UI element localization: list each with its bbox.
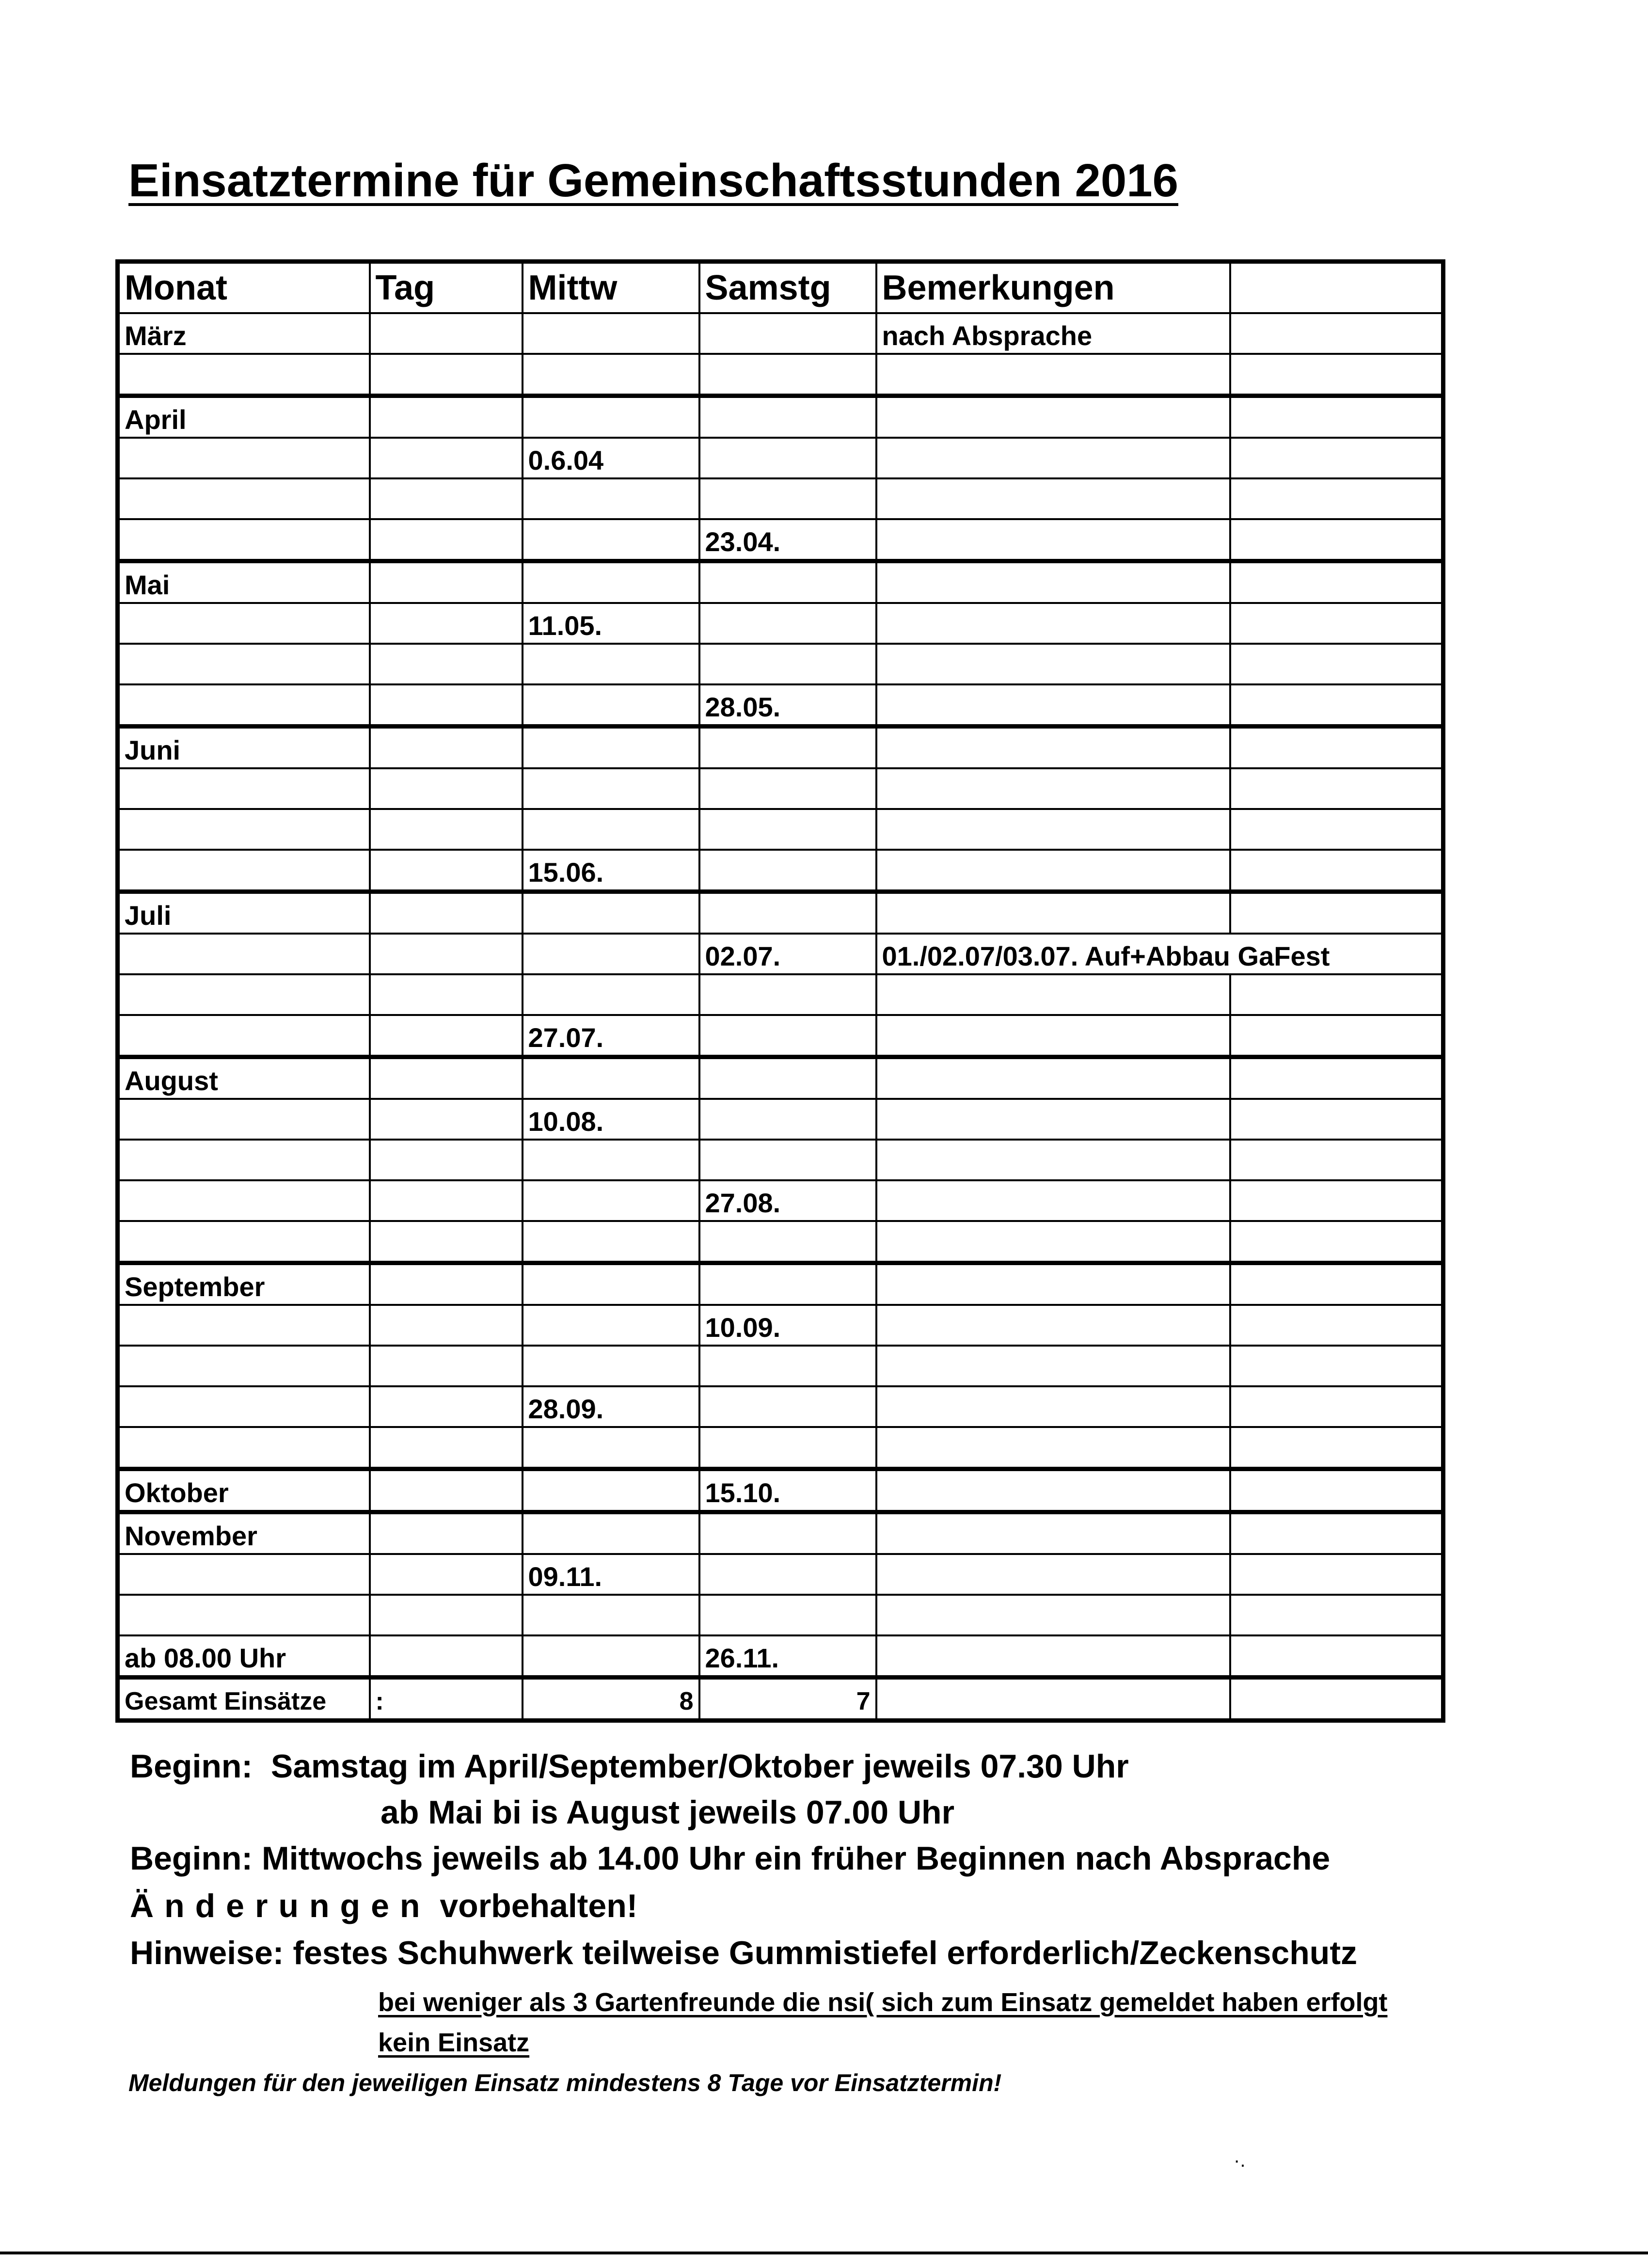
cell-samstg [699,603,876,644]
cell-tag [370,809,523,850]
cell-bemerkungen-extra [1230,1057,1443,1099]
table-row [118,974,1443,1015]
cell-bemerkungen [876,1512,1230,1554]
cell-samstg: 15.10. [699,1469,876,1512]
cell-mittw [523,727,699,769]
cell-tag [370,768,523,809]
cell-bemerkungen-extra [1230,727,1443,769]
cell-samstg [699,850,876,892]
cell-tag [370,934,523,974]
cell-bemerkungen-extra [1230,1263,1443,1305]
cell-samstg [699,892,876,934]
note-aenderungen [130,1887,637,1925]
cell-bemerkungen [876,1221,1230,1263]
cell-monat [118,1305,370,1346]
cell-bemerkungen [876,768,1230,809]
cell-tag [370,1635,523,1678]
cell-samstg [699,396,876,438]
cell-bemerkungen [876,850,1230,892]
cell-monat [118,1595,370,1635]
table-row [118,1469,1443,1512]
cell-bemerkungen [876,1554,1230,1595]
note-gartenfreunde-line2: kein Einsatz [378,2028,530,2057]
cell-tag [370,396,523,438]
cell-bemerkungen [876,644,1230,684]
table-row [118,313,1443,354]
cell-bemerkungen [876,892,1230,934]
cell-monat: Mai [118,561,370,603]
cell-bemerkungen [876,974,1230,1015]
header-bemerkungen-label: Bemerkungen [882,269,1115,307]
total-tag: : [370,1678,523,1721]
cell-bemerkungen-extra [1230,354,1443,396]
cell-bemerkungen [876,561,1230,603]
cell-samstg [699,561,876,603]
cell-tag [370,684,523,727]
cell-tag [370,1427,523,1469]
table-row [118,1512,1443,1554]
cell-samstg: 23.04. [699,519,876,561]
cell-tag [370,1057,523,1099]
cell-mittw [523,1057,699,1099]
cell-tag [370,850,523,892]
cell-tag [370,1221,523,1263]
cell-bemerkungen-extra [1230,1469,1443,1512]
cell-bemerkungen-extra [1230,313,1443,354]
cell-tag [370,354,523,396]
cell-tag [370,1554,523,1595]
table-row [118,934,1443,974]
cell-bemerkungen [876,1595,1230,1635]
header-mittw-label: Mittw [528,269,618,307]
cell-monat [118,809,370,850]
note-beginn-mittwochs: Beginn: Mittwochs jeweils ab 14.00 Uhr ein früher Beginnen nach Absprache [130,1840,1331,1877]
cell-monat [118,644,370,684]
cell-bemerkungen [876,1346,1230,1386]
table-row [118,1015,1443,1057]
note-gartenfreunde-line1: bei weniger als 3 Gartenfreunde die nsi( sich zum Einsatz gemeldet haben erfolgt [378,1988,1388,2017]
cell-bemerkungen-extra [1230,1099,1443,1140]
cell-mittw [523,561,699,603]
cell-mittw: 28.09. [523,1386,699,1427]
cell-tag [370,478,523,519]
cell-tag [370,1305,523,1346]
header-monat [118,262,370,314]
cell-bemerkungen-extra [1230,1305,1443,1346]
cell-bemerkungen-extra [1230,1635,1443,1678]
cell-mittw [523,684,699,727]
cell-mittw [523,1635,699,1678]
table-row [118,768,1443,809]
cell-mittw [523,1180,699,1221]
cell-monat: Oktober [118,1469,370,1512]
cell-samstg [699,1386,876,1427]
cell-samstg [699,1512,876,1554]
cell-monat [118,603,370,644]
scan-speck: ·. [1234,2150,1246,2171]
cell-bemerkungen [876,1635,1230,1678]
cell-monat [118,1346,370,1386]
table-row [118,1595,1443,1635]
cell-bemerkungen-extra [1230,1512,1443,1554]
cell-bemerkungen-extra [1230,644,1443,684]
cell-bemerkungen-extra [1230,1554,1443,1595]
note-beginn-samstag [130,1747,1129,1785]
cell-mittw [523,1346,699,1386]
cell-mittw: 15.06. [523,850,699,892]
table-row [118,892,1443,934]
cell-bemerkungen [876,727,1230,769]
cell-bemerkungen-extra [1230,1221,1443,1263]
cell-bemerkungen: nach Absprache [876,313,1230,354]
cell-mittw [523,478,699,519]
cell-bemerkungen [876,438,1230,478]
cell-monat [118,1180,370,1221]
cell-tag [370,1140,523,1180]
cell-samstg: 28.05. [699,684,876,727]
table-row [118,561,1443,603]
table-row [118,850,1443,892]
cell-mittw: 11.05. [523,603,699,644]
note-beginn-mai: ab Mai bi is August jeweils 07.00 Uhr [380,1794,955,1831]
table-row [118,809,1443,850]
cell-samstg [699,1595,876,1635]
table-row [118,478,1443,519]
note-aenderungen-rest: vorbehalten! [440,1887,638,1924]
cell-monat [118,1386,370,1427]
cell-mittw [523,1140,699,1180]
cell-bemerkungen-extra [1230,1427,1443,1469]
cell-samstg [699,1015,876,1057]
cell-mittw [523,313,699,354]
cell-bemerkungen-extra [1230,396,1443,438]
table-row [118,644,1443,684]
table-row [118,727,1443,769]
total-samstg: 7 [699,1678,876,1721]
page-title: Einsatztermine für Gemeinschaftsstunden 2016 [128,155,1178,206]
cell-bemerkungen-extra [1230,478,1443,519]
cell-samstg [699,1346,876,1386]
note-beginn-samstag-text: Samstag im April/September/Oktober jeweils 07.30 Uhr [270,1748,1129,1785]
cell-bemerkungen [876,478,1230,519]
cell-tag [370,313,523,354]
cell-tag [370,644,523,684]
cell-monat: August [118,1057,370,1099]
cell-mittw: 10.08. [523,1099,699,1140]
table-row [118,1427,1443,1469]
cell-mittw [523,644,699,684]
cell-bemerkungen-extra [1230,1180,1443,1221]
cell-monat: April [118,396,370,438]
cell-bemerkungen [876,1469,1230,1512]
cell-mittw [523,354,699,396]
table-row [118,1057,1443,1099]
cell-samstg [699,313,876,354]
table-total-row [118,1678,1443,1721]
cell-monat [118,850,370,892]
cell-monat [118,934,370,974]
cell-mittw [523,1595,699,1635]
table-row [118,396,1443,438]
cell-monat [118,519,370,561]
cell-mittw [523,768,699,809]
cell-mittw [523,934,699,974]
note-beginn-label: Beginn: [130,1748,253,1785]
cell-tag [370,519,523,561]
cell-samstg [699,1554,876,1595]
cell-monat [118,684,370,727]
cell-samstg [699,809,876,850]
cell-bemerkungen-extra [1230,1386,1443,1427]
cell-mittw [523,1427,699,1469]
cell-monat [118,1427,370,1469]
cell-bemerkungen [876,396,1230,438]
cell-mittw [523,1305,699,1346]
cell-samstg [699,974,876,1015]
table-row [118,1635,1443,1678]
cell-tag [370,1263,523,1305]
cell-samstg [699,644,876,684]
cell-bemerkungen-extra [1230,438,1443,478]
cell-tag [370,974,523,1015]
cell-monat: Juli [118,892,370,934]
total-extra [1230,1678,1443,1721]
cell-bemerkungen [876,1427,1230,1469]
cell-bemerkungen-extra [1230,1140,1443,1180]
cell-monat [118,1140,370,1180]
cell-monat: ab 08.00 Uhr [118,1635,370,1678]
cell-monat: November [118,1512,370,1554]
table-row [118,519,1443,561]
table-row [118,354,1443,396]
table-row [118,1221,1443,1263]
header-tag [370,262,523,314]
cell-bemerkungen [876,1057,1230,1099]
cell-tag [370,1386,523,1427]
cell-mittw [523,1469,699,1512]
cell-bemerkungen-extra [1230,768,1443,809]
cell-samstg [699,478,876,519]
cell-samstg [699,438,876,478]
cell-bemerkungen [876,1140,1230,1180]
header-extra [1230,262,1443,314]
cell-mittw: 09.11. [523,1554,699,1595]
cell-mittw [523,892,699,934]
table-row [118,603,1443,644]
cell-bemerkungen-extra [1230,1015,1443,1057]
cell-samstg [699,1140,876,1180]
table-row [118,1346,1443,1386]
cell-bemerkungen [876,519,1230,561]
cell-monat [118,478,370,519]
cell-mittw [523,396,699,438]
cell-bemerkungen-extra [1230,684,1443,727]
cell-samstg [699,1057,876,1099]
note-aenderungen-spaced: Änderungen [130,1887,431,1924]
cell-mittw: 27.07. [523,1015,699,1057]
cell-monat [118,1221,370,1263]
cell-bemerkungen [876,1263,1230,1305]
cell-monat: März [118,313,370,354]
cell-bemerkungen [876,1015,1230,1057]
cell-samstg [699,1263,876,1305]
cell-tag [370,438,523,478]
cell-tag [370,1015,523,1057]
cell-monat [118,1554,370,1595]
header-monat-label: Monat [125,269,227,307]
cell-bemerkungen [876,1180,1230,1221]
table-row [118,438,1443,478]
cell-monat [118,354,370,396]
cell-tag [370,1180,523,1221]
cell-monat [118,974,370,1015]
cell-mittw [523,519,699,561]
table-header-row [118,262,1443,314]
table-row [118,1263,1443,1305]
table-row [118,1140,1443,1180]
page-bottom-rule [0,2252,1648,2254]
cell-samstg: 26.11. [699,1635,876,1678]
cell-tag [370,1512,523,1554]
cell-tag [370,1595,523,1635]
header-tag-label: Tag [375,269,435,307]
table-row [118,1099,1443,1140]
cell-bemerkungen [876,1099,1230,1140]
cell-bemerkungen [876,603,1230,644]
cell-bemerkungen [876,809,1230,850]
total-bemerkungen [876,1678,1230,1721]
cell-tag [370,561,523,603]
cell-bemerkungen-extra [1230,892,1443,934]
table-row [118,1180,1443,1221]
cell-samstg: 02.07. [699,934,876,974]
note-meldungen: Meldungen für den jeweiligen Einsatz mindestens 8 Tage vor Einsatztermin! [128,2069,1002,2096]
cell-bemerkungen-extra [1230,974,1443,1015]
cell-tag [370,892,523,934]
cell-monat [118,768,370,809]
table-row [118,1386,1443,1427]
cell-bemerkungen: 01./02.07/03.07. Auf+Abbau GaFest [876,934,1443,974]
total-mittw: 8 [523,1678,699,1721]
cell-samstg [699,727,876,769]
cell-tag [370,603,523,644]
total-label: Gesamt Einsätze [118,1678,370,1721]
cell-tag [370,727,523,769]
note-hinweise: Hinweise: festes Schuhwerk teilweise Gummistiefel erforderlich/Zeckenschutz [130,1935,1357,1971]
cell-monat [118,1015,370,1057]
cell-samstg: 27.08. [699,1180,876,1221]
cell-bemerkungen-extra [1230,1346,1443,1386]
table-row [118,684,1443,727]
cell-samstg [699,768,876,809]
cell-bemerkungen-extra [1230,561,1443,603]
cell-monat: September [118,1263,370,1305]
cell-samstg [699,1099,876,1140]
table-row [118,1305,1443,1346]
cell-tag [370,1346,523,1386]
table-row [118,1554,1443,1595]
cell-samstg [699,354,876,396]
cell-mittw: 0.6.04 [523,438,699,478]
cell-bemerkungen [876,1305,1230,1346]
cell-bemerkungen-extra [1230,603,1443,644]
cell-mittw [523,974,699,1015]
cell-tag [370,1099,523,1140]
cell-samstg [699,1221,876,1263]
cell-tag [370,1469,523,1512]
cell-mittw [523,1263,699,1305]
cell-samstg [699,1427,876,1469]
header-samstg [699,262,876,314]
cell-bemerkungen-extra [1230,1595,1443,1635]
cell-bemerkungen [876,684,1230,727]
cell-bemerkungen-extra [1230,850,1443,892]
cell-monat [118,438,370,478]
cell-mittw [523,809,699,850]
header-samstg-label: Samstg [705,269,831,307]
cell-mittw [523,1512,699,1554]
cell-mittw [523,1221,699,1263]
cell-monat [118,1099,370,1140]
cell-monat: Juni [118,727,370,769]
cell-bemerkungen-extra [1230,809,1443,850]
cell-bemerkungen [876,1386,1230,1427]
cell-bemerkungen-extra [1230,519,1443,561]
header-bemerkungen [876,262,1230,314]
cell-samstg: 10.09. [699,1305,876,1346]
header-mittw [523,262,699,314]
schedule-table [115,259,1445,1723]
cell-bemerkungen [876,354,1230,396]
